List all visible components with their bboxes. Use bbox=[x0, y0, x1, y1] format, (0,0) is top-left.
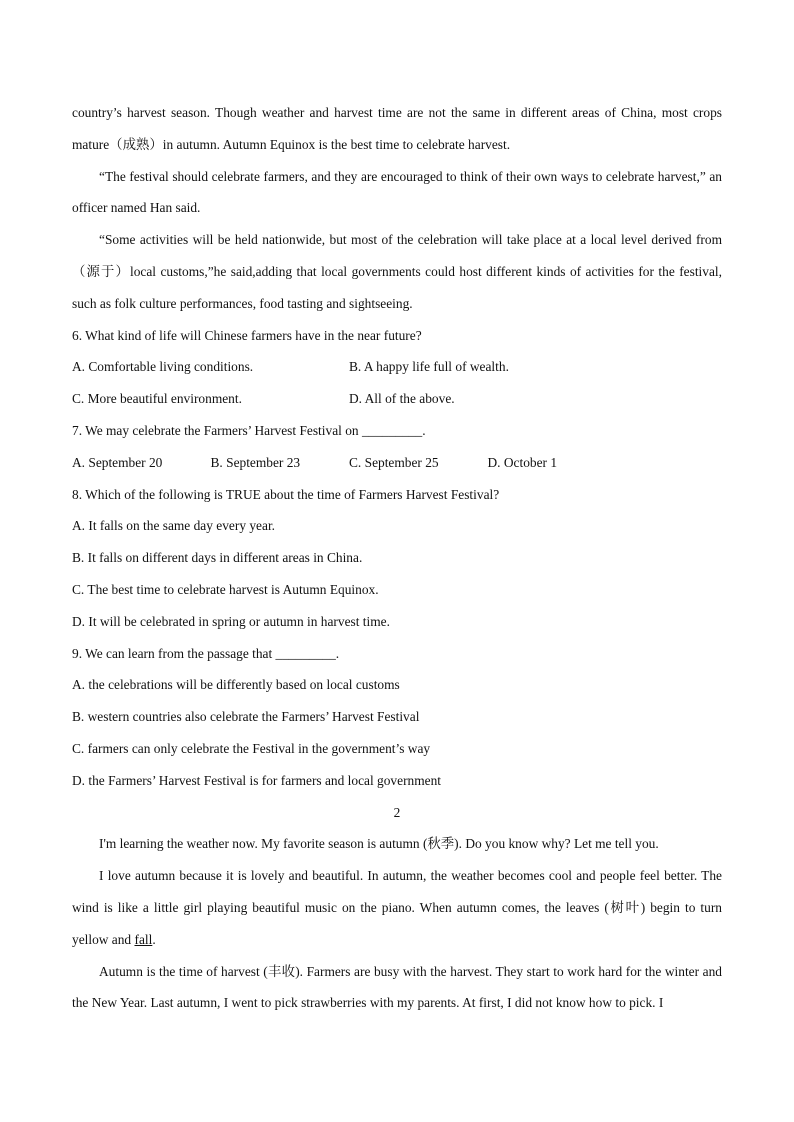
question-7-options bbox=[72, 447, 722, 479]
question-6-options-row-2 bbox=[72, 383, 722, 415]
question-7 bbox=[72, 415, 722, 479]
question-8-stem: 8. Which of the following is TRUE about the time of Farmers Harvest Festival? bbox=[72, 486, 500, 502]
question-8-option-a: A. It falls on the same day every year. bbox=[72, 518, 276, 534]
question-8-option-c: C. The best time to celebrate harvest is Autumn Equinox. bbox=[72, 581, 379, 597]
question-7-option-b: B. September 23 bbox=[210, 454, 301, 470]
question-6-option-d: D. All of the above. bbox=[349, 391, 455, 407]
section-number: 2 bbox=[393, 804, 401, 820]
question-9 bbox=[72, 638, 722, 797]
passage2-paragraph-2 bbox=[72, 860, 722, 955]
passage2-paragraph-2-end: . bbox=[152, 931, 156, 947]
exam-page bbox=[72, 97, 722, 1019]
question-9-stem: 9. We can learn from the passage that _________. bbox=[72, 645, 340, 661]
underlined-word: fall bbox=[134, 931, 153, 947]
passage2-paragraph-3: Autumn is the time of harvest (丰收). Farmers are busy with the harvest. They start to work hard for the winter and the New Year. Last autumn, I went to pick strawberries with my parents. At first, I did not know how to pick. I bbox=[72, 963, 722, 1011]
question-8-option-b: B. It falls on different days in different areas in China. bbox=[72, 550, 363, 566]
question-9-option-c: C. farmers can only celebrate the Festival in the government’s way bbox=[72, 740, 431, 756]
passage1-paragraph-2: “The festival should celebrate farmers, and they are encouraged to think of their own ways to celebrate harvest,” an officer named Han said. bbox=[72, 168, 722, 216]
passage2-paragraph-1: I'm learning the weather now. My favorite season is autumn (秋季). Do you know why? Let me tell you. bbox=[99, 836, 659, 852]
question-9-option-b: B. western countries also celebrate the Farmers’ Harvest Festival bbox=[72, 709, 420, 725]
question-9-option-a: A. the celebrations will be differently based on local customs bbox=[72, 677, 400, 693]
question-7-option-a: A. September 20 bbox=[72, 454, 163, 470]
question-7-option-d: D. October 1 bbox=[487, 454, 558, 470]
question-6 bbox=[72, 320, 722, 415]
question-7-stem: 7. We may celebrate the Farmers’ Harvest Festival on _________. bbox=[72, 422, 426, 438]
question-7-option-c: C. September 25 bbox=[349, 454, 439, 470]
question-6-options-row-1 bbox=[72, 351, 722, 383]
question-6-option-a: A. Comfortable living conditions. bbox=[72, 359, 254, 375]
passage2-paragraph-2-text: I love autumn because it is lovely and beautiful. In autumn, the weather becomes cool and people feel better. The wind is like a little girl playing beautiful music on the piano. When autumn comes, the leaves (树叶) begin to turn yellow and bbox=[72, 868, 722, 947]
question-6-stem: 6. What kind of life will Chinese farmers have in the near future? bbox=[72, 327, 422, 343]
question-6-option-c: C. More beautiful environment. bbox=[72, 391, 242, 407]
passage1-paragraph-3: “Some activities will be held nationwide, but most of the celebration will take place at a local level derived from（源于）local customs,”he said,adding that local governments could host different kinds of activities for the festival, such as folk culture performances, food tasting and sightseeing. bbox=[72, 232, 722, 311]
question-9-option-d: D. the Farmers’ Harvest Festival is for farmers and local government bbox=[72, 772, 441, 788]
passage1-paragraph-1: country’s harvest season. Though weather and harvest time are not the same in different areas of China, most crops mature（成熟）in autumn. Autumn Equinox is the best time to celebrate harvest. bbox=[72, 105, 722, 152]
question-8 bbox=[72, 479, 722, 638]
question-6-option-b: B. A happy life full of wealth. bbox=[349, 359, 509, 375]
question-8-option-d: D. It will be celebrated in spring or autumn in harvest time. bbox=[72, 613, 390, 629]
